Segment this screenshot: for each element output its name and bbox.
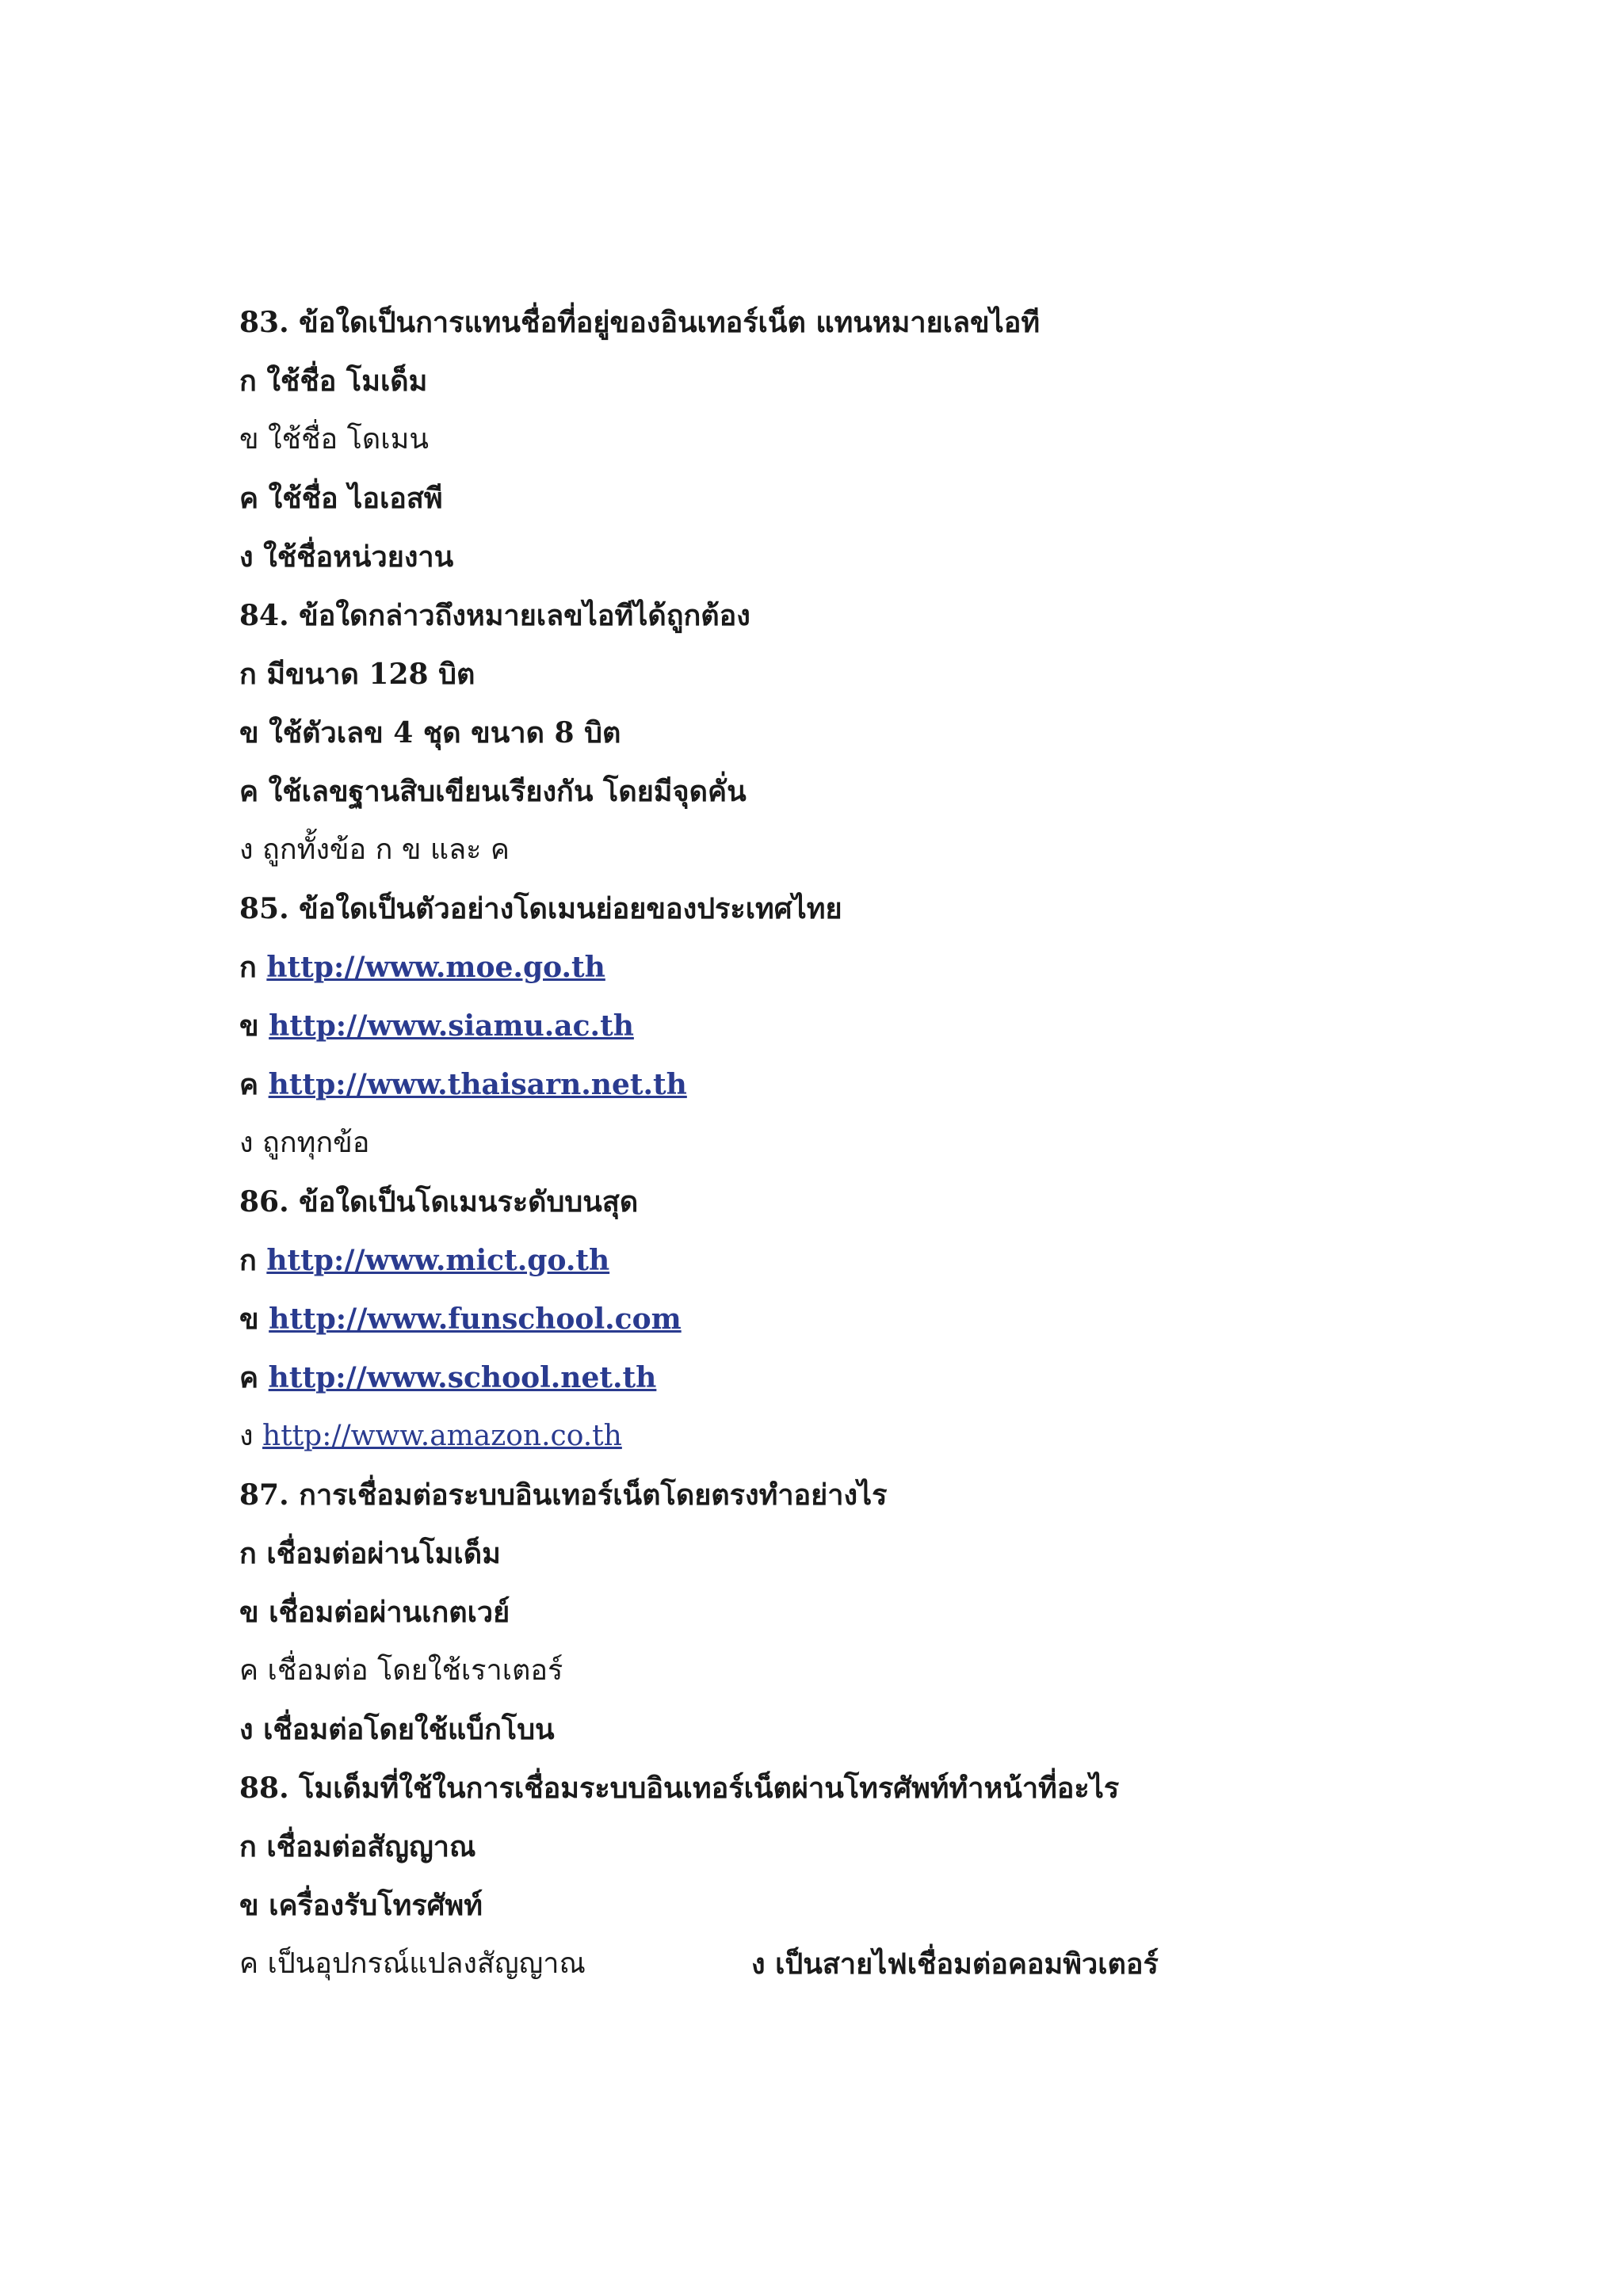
q85-option-a-link[interactable]: http://www.moe.go.th (266, 951, 605, 984)
q88-option-c: ค เป็นอุปกรณ์แปลงสัญญาณ (239, 1947, 586, 1980)
q86-option-d (239, 1407, 1428, 1466)
q83-option-c: ค ใช้ชื่อ ไอเอสพี (239, 482, 443, 515)
q83-option-b: ข ใช้ชื่อ โดเมน (239, 423, 429, 456)
q85-option-c-link[interactable]: http://www.thaisarn.net.th (268, 1068, 687, 1101)
q84-option-c: ค ใช้เลขฐานสิบเขียนเรียงกัน โดยมีจุดคั่น (239, 775, 747, 808)
q86-option-c-prefix: ค (239, 1361, 259, 1394)
q87-option-a: ก เชื่อมต่อผ่านโมเด็ม (239, 1537, 501, 1570)
q85-option-a-prefix: ก (239, 951, 257, 984)
q88-option-d: ง เป็นสายไฟเชื่อมต่อคอมพิวเตอร์ (751, 1947, 1159, 1981)
q87-option-b: ข เชื่อมต่อผ่านเกตเวย์ (239, 1596, 510, 1629)
q86-option-c-link[interactable]: http://www.school.net.th (268, 1361, 657, 1394)
q88-options-cd-row (239, 1935, 1428, 1993)
document-page (239, 293, 1428, 1993)
q88-option-a: ก เชื่อมต่อสัญญาณ (239, 1830, 476, 1863)
q85-option-b (239, 997, 1428, 1055)
q84-option-b: ข ใช้ตัวเลข 4 ชุด ขนาด 8 บิต (239, 716, 621, 749)
q85-option-b-prefix: ข (239, 1009, 259, 1043)
question-86: 86. ข้อใดเป็นโดเมนระดับบนสุด (239, 1185, 639, 1219)
q84-option-a: ก มีขนาด 128 บิต (239, 658, 475, 691)
q83-option-a: ก ใช้ชื่อ โมเด็ม (239, 364, 428, 398)
q85-option-c-prefix: ค (239, 1068, 259, 1101)
q86-option-b-prefix: ข (239, 1302, 259, 1336)
q86-option-b (239, 1290, 1428, 1348)
q85-option-c (239, 1055, 1428, 1114)
q86-option-d-prefix: ง (239, 1420, 254, 1452)
q85-option-a (239, 938, 1428, 997)
q86-option-a (239, 1231, 1428, 1290)
q86-option-c (239, 1348, 1428, 1407)
q87-option-c: ค เชื่อมต่อ โดยใช้เราเตอร์ (239, 1654, 563, 1687)
question-83: 83. ข้อใดเป็นการแทนชื่อที่อยู่ของอินเทอร์เน็ต แทนหมายเลขไอที (239, 306, 1041, 339)
question-84: 84. ข้อใดกล่าวถึงหมายเลขไอทีได้ถูกต้อง (239, 599, 750, 632)
q83-option-d: ง ใช้ชื่อหน่วยงาน (239, 540, 454, 574)
q84-option-d: ง ถูกทั้งข้อ ก ข และ ค (239, 833, 510, 866)
q86-option-a-link[interactable]: http://www.mict.go.th (266, 1244, 610, 1277)
question-88: 88. โมเด็มที่ใช้ในการเชื่อมระบบอินเทอร์เน็ตผ่านโทรศัพท์ทำหน้าที่อะไร (239, 1772, 1120, 1805)
q86-option-a-prefix: ก (239, 1244, 257, 1277)
question-85: 85. ข้อใดเป็นตัวอย่างโดเมนย่อยของประเทศไทย (239, 892, 842, 925)
question-87: 87. การเชื่อมต่อระบบอินเทอร์เน็ตโดยตรงทำอย่างไร (239, 1478, 888, 1512)
q87-option-d: ง เชื่อมต่อโดยใช้แบ็กโบน (239, 1713, 555, 1746)
q88-option-b: ข เครื่องรับโทรศัพท์ (239, 1889, 483, 1922)
q85-option-b-link[interactable]: http://www.siamu.ac.th (269, 1009, 634, 1043)
q85-option-d: ง ถูกทุกข้อ (239, 1127, 370, 1159)
q86-option-d-link[interactable]: http://www.amazon.co.th (262, 1420, 622, 1452)
q86-option-b-link[interactable]: http://www.funschool.com (269, 1302, 682, 1336)
